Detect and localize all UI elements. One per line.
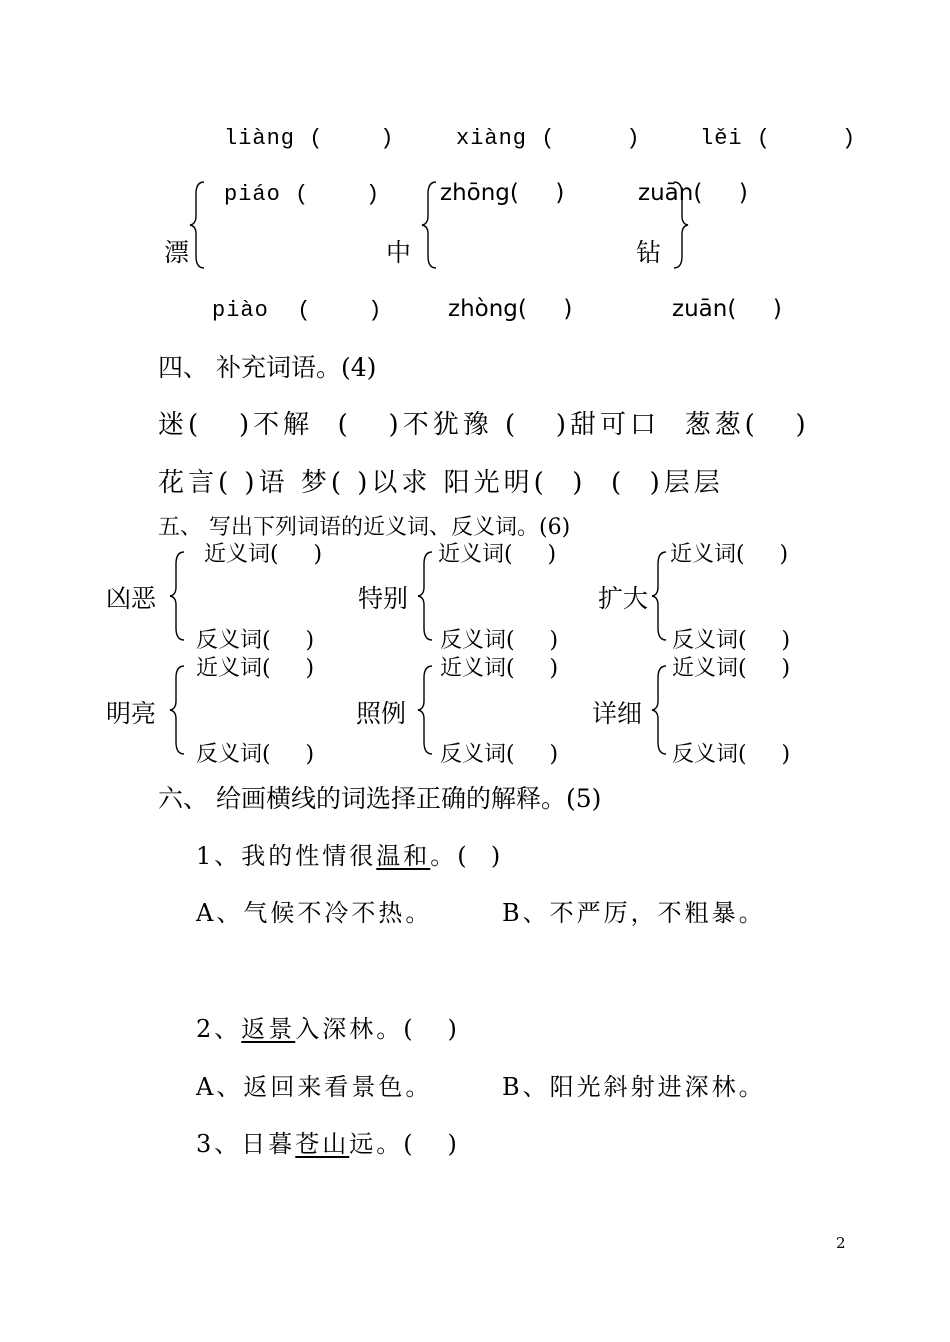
char-piao: 漂 [164, 238, 190, 267]
q2-pre: 2、 [196, 1015, 242, 1043]
q2-option-a: A、返回来看景色。 [196, 1073, 433, 1101]
brace-zhaoli [418, 664, 438, 756]
q1-option-a: A、气候不冷不热。 [196, 899, 433, 927]
brace-piao [190, 180, 210, 270]
q3-underlined: 苍山 [295, 1130, 350, 1158]
anti-xiong-e: 反义词( ) [196, 628, 315, 653]
word-mingliang: 明亮 [106, 699, 157, 728]
brace-mingliang [170, 664, 190, 756]
pinyin-xiang: xiàng ( ) [456, 126, 641, 151]
question-1 [196, 844, 503, 868]
anti-tebie: 反义词( ) [440, 628, 559, 653]
section6-title: 六、 给画横线的词选择正确的解释。(5) [158, 784, 602, 813]
anti-zhaoli: 反义词( ) [440, 742, 559, 767]
brace-zhong [422, 180, 442, 270]
pinyin-zhong4: zhòng( ) [448, 296, 573, 322]
brace-zuan [670, 180, 690, 270]
pinyin-lei: lěi ( ) [700, 126, 857, 151]
q2-option-b: B、阳光斜射进深林。 [502, 1073, 766, 1101]
question-3 [196, 1132, 460, 1156]
brace-tebie [418, 550, 438, 642]
q2-post: 入深林。( ) [295, 1015, 460, 1043]
q3-pre: 3、日暮 [196, 1130, 296, 1158]
q1-pre: 1、我的性情很 [196, 842, 377, 870]
near-zhaoli: 近义词( ) [440, 656, 559, 681]
brace-xiong-e [170, 550, 190, 642]
q1-underlined: 温和 [376, 842, 431, 870]
section4-title: 四、 补充词语。(4) [158, 353, 377, 382]
near-kuoda: 近义词( ) [670, 542, 789, 567]
near-xiong-e: 近义词( ) [204, 542, 323, 567]
near-mingliang: 近义词( ) [196, 656, 315, 681]
word-xiong-e: 凶恶 [106, 584, 157, 613]
anti-mingliang: 反义词( ) [196, 742, 315, 767]
q2-underlined: 返景 [241, 1015, 296, 1043]
pinyin-liang: liàng ( ) [224, 126, 395, 151]
char-zuan: 钻 [636, 238, 662, 267]
pinyin-zhong1: zhōng( ) [440, 180, 565, 206]
q3-post: 远。( ) [349, 1130, 460, 1158]
page-number: 2 [836, 1234, 846, 1252]
word-kuoda: 扩大 [598, 584, 649, 613]
pinyin-zuan1-bottom: zuān( ) [672, 296, 782, 322]
pinyin-piao4: piào ( ) [212, 298, 383, 323]
brace-xiangxi [652, 664, 672, 756]
pinyin-zuan1-top: zuān( ) [638, 180, 748, 206]
q1-option-b: B、不严厉，不粗暴。 [502, 899, 766, 927]
char-zhong: 中 [386, 238, 412, 267]
near-tebie: 近义词( ) [438, 542, 557, 567]
word-xiangxi: 详细 [592, 699, 643, 728]
question-2 [196, 1017, 460, 1041]
word-tebie: 特别 [358, 584, 409, 613]
q1-post: 。( ) [430, 842, 504, 870]
word-zhaoli: 照例 [356, 699, 407, 728]
section4-line2: 花言( )语 梦( )以求 阳光明( ) ( )层层 [158, 468, 724, 498]
anti-xiangxi: 反义词( ) [672, 742, 791, 767]
near-xiangxi: 近义词( ) [672, 656, 791, 681]
pinyin-piao2: piáo ( ) [224, 182, 381, 207]
brace-kuoda [652, 550, 672, 642]
section5-title: 五、 写出下列词语的近义词、反义词。(6) [158, 515, 571, 540]
section4-line1: 迷( )不解 ( )不犹豫 ( )甜可口 葱葱( ) [158, 410, 810, 440]
anti-kuoda: 反义词( ) [672, 628, 791, 653]
